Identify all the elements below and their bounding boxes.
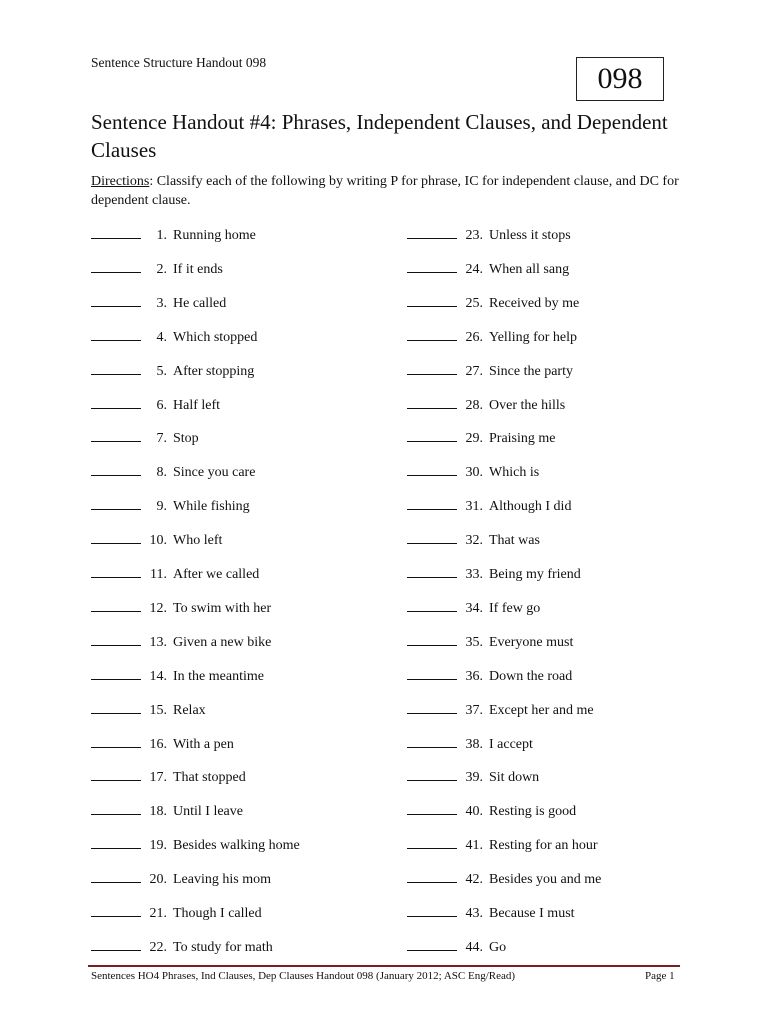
answer-blank[interactable] [91, 836, 141, 849]
question-number: 37. [465, 703, 483, 718]
question-item [407, 396, 565, 415]
question-number: 6. [156, 398, 167, 413]
answer-blank[interactable] [91, 531, 141, 544]
answer-blank[interactable] [91, 226, 141, 239]
question-number: 8. [156, 465, 167, 480]
directions-label: Directions [91, 174, 150, 189]
question-text: Leaving his mom [173, 872, 271, 887]
question-number: 16. [149, 737, 167, 752]
answer-blank[interactable] [407, 701, 457, 714]
question-number: 1. [156, 228, 167, 243]
answer-blank[interactable] [91, 802, 141, 815]
question-number: 43. [465, 906, 483, 921]
answer-blank[interactable] [407, 429, 457, 442]
question-item [91, 396, 220, 415]
question-number: 15. [149, 703, 167, 718]
question-item [91, 870, 271, 889]
question-item [407, 599, 540, 618]
question-item [407, 260, 569, 279]
answer-blank[interactable] [407, 362, 457, 375]
question-item [407, 633, 573, 652]
question-number: 44. [465, 940, 483, 955]
answer-blank[interactable] [91, 396, 141, 409]
question-item [407, 362, 573, 381]
answer-blank[interactable] [91, 870, 141, 883]
answer-blank[interactable] [91, 667, 141, 680]
question-item [407, 701, 594, 720]
question-text: That stopped [173, 770, 246, 785]
question-text: If it ends [173, 262, 223, 277]
answer-blank[interactable] [91, 294, 141, 307]
question-text: Until I leave [173, 804, 243, 819]
question-text: Given a new bike [173, 635, 272, 650]
question-item [407, 429, 556, 448]
answer-blank[interactable] [407, 531, 457, 544]
question-text: To swim with her [173, 601, 272, 616]
question-number: 40. [465, 804, 483, 819]
question-text: Sit down [489, 770, 540, 785]
answer-blank[interactable] [407, 633, 457, 646]
question-text: Which stopped [173, 330, 258, 345]
question-item [91, 735, 234, 754]
question-item [91, 429, 199, 448]
question-number: 29. [465, 431, 483, 446]
question-number: 26. [465, 330, 483, 345]
answer-blank[interactable] [407, 599, 457, 612]
question-text: Although I did [489, 499, 572, 514]
question-text: Half left [173, 398, 221, 413]
question-number: 32. [465, 533, 483, 548]
question-number: 42. [465, 872, 483, 887]
question-item [91, 633, 271, 652]
question-number: 28. [465, 398, 483, 413]
question-text: Since you care [173, 465, 256, 480]
question-number: 22. [149, 940, 167, 955]
answer-blank[interactable] [407, 396, 457, 409]
question-number: 25. [465, 296, 483, 311]
question-number: 36. [465, 669, 483, 684]
answer-blank[interactable] [407, 904, 457, 917]
question-text: After stopping [173, 364, 255, 379]
answer-blank[interactable] [91, 260, 141, 273]
question-item [407, 836, 597, 855]
question-number: 31. [465, 499, 483, 514]
answer-blank[interactable] [91, 362, 141, 375]
question-item [91, 294, 226, 313]
answer-blank[interactable] [407, 802, 457, 815]
question-text: Since the party [489, 364, 573, 379]
question-text: Though I called [173, 906, 262, 921]
answer-blank[interactable] [91, 768, 141, 781]
question-item [407, 802, 576, 821]
answer-blank[interactable] [91, 735, 141, 748]
question-item [91, 904, 262, 923]
question-item [91, 836, 300, 855]
answer-blank[interactable] [91, 599, 141, 612]
answer-blank[interactable] [407, 260, 457, 273]
question-number: 4. [156, 330, 167, 345]
answer-blank[interactable] [407, 328, 457, 341]
question-number: 27. [465, 364, 483, 379]
directions [91, 172, 701, 210]
answer-blank[interactable] [91, 633, 141, 646]
question-number: 9. [156, 499, 167, 514]
question-number: 19. [149, 838, 167, 853]
question-number: 34. [465, 601, 483, 616]
question-item [91, 802, 243, 821]
question-item [407, 904, 575, 923]
question-number: 35. [465, 635, 483, 650]
question-item [407, 565, 581, 584]
question-text: After we called [173, 567, 260, 582]
question-text: Because I must [489, 906, 575, 921]
question-text: With a pen [173, 737, 234, 752]
question-text: Go [489, 940, 507, 955]
question-item [407, 463, 539, 482]
question-number: 17. [149, 770, 167, 785]
question-text: Resting is good [489, 804, 577, 819]
answer-blank[interactable] [407, 667, 457, 680]
question-text: Except her and me [489, 703, 594, 718]
question-number: 21. [149, 906, 167, 921]
question-item [91, 260, 223, 279]
directions-text: : Classify each of the following by writing P for phrase, IC for independent clause, and DC for dependent clause. [91, 174, 679, 208]
question-item [407, 870, 601, 889]
question-item [91, 938, 273, 957]
question-text: Besides you and me [489, 872, 602, 887]
question-text: Stop [173, 431, 199, 446]
question-text: Which is [489, 465, 540, 480]
question-item [407, 328, 577, 347]
question-number: 5. [156, 364, 167, 379]
question-item [407, 497, 571, 516]
question-text: Down the road [489, 669, 573, 684]
question-item [91, 599, 271, 618]
question-text: That was [489, 533, 540, 548]
question-text: I accept [489, 737, 533, 752]
question-text: Over the hills [489, 398, 566, 413]
question-text: Running home [173, 228, 256, 243]
question-text: Yelling for help [489, 330, 578, 345]
question-text: When all sang [489, 262, 570, 277]
question-number: 41. [465, 838, 483, 853]
answer-blank[interactable] [407, 565, 457, 578]
question-number: 33. [465, 567, 483, 582]
question-item [91, 701, 206, 720]
question-item [91, 667, 264, 686]
question-text: Who left [173, 533, 223, 548]
question-text: In the meantime [173, 669, 264, 684]
question-text: Resting for an hour [489, 838, 598, 853]
answer-blank[interactable] [407, 294, 457, 307]
question-number: 14. [149, 669, 167, 684]
question-number: 38. [465, 737, 483, 752]
question-number: 30. [465, 465, 483, 480]
question-number: 12. [149, 601, 167, 616]
question-text: Relax [173, 703, 206, 718]
question-text: Besides walking home [173, 838, 300, 853]
question-item [407, 938, 506, 957]
answer-blank[interactable] [407, 735, 457, 748]
footer-left-text: Sentences HO4 Phrases, Ind Clauses, Dep Clauses Handout 098 (January 2012; ASC Eng/Read) [91, 970, 516, 982]
question-text: To study for math [173, 940, 273, 955]
question-item [407, 667, 572, 686]
answer-blank[interactable] [407, 226, 457, 239]
question-number: 2. [156, 262, 167, 277]
answer-blank[interactable] [407, 870, 457, 883]
answer-blank[interactable] [91, 938, 141, 951]
question-item [91, 226, 256, 245]
question-item [407, 226, 571, 245]
question-item [91, 362, 254, 381]
question-item [407, 735, 533, 754]
question-number: 18. [149, 804, 167, 819]
footer-rule [88, 965, 680, 967]
question-item [407, 768, 539, 787]
question-item [91, 497, 250, 516]
question-item [91, 531, 222, 550]
question-item [91, 463, 255, 482]
question-text: Unless it stops [489, 228, 571, 243]
answer-blank[interactable] [91, 463, 141, 476]
question-number: 39. [465, 770, 483, 785]
question-item [407, 531, 540, 550]
answer-blank[interactable] [407, 938, 457, 951]
question-text: If few go [489, 601, 541, 616]
answer-blank[interactable] [91, 701, 141, 714]
page-title: Sentence Handout #4: Phrases, Independent Clauses, and Dependent Clauses [91, 110, 668, 162]
answer-blank[interactable] [407, 768, 457, 781]
question-item [91, 768, 246, 787]
question-number: 10. [149, 533, 167, 548]
header-label: Sentence Structure Handout 098 [91, 55, 267, 70]
answer-blank[interactable] [91, 328, 141, 341]
answer-blank[interactable] [91, 565, 141, 578]
question-item [91, 565, 259, 584]
question-text: Being my friend [489, 567, 581, 582]
question-text: Praising me [489, 431, 556, 446]
question-text: Received by me [489, 296, 580, 311]
answer-blank[interactable] [91, 497, 141, 510]
answer-blank[interactable] [91, 904, 141, 917]
question-text: He called [173, 296, 227, 311]
footer-page-number: Page 1 [645, 970, 675, 982]
handout-code-box: 098 [576, 57, 664, 101]
question-item [91, 328, 257, 347]
question-number: 3. [156, 296, 167, 311]
question-text: Everyone must [489, 635, 574, 650]
answer-blank[interactable] [407, 463, 457, 476]
question-item [407, 294, 579, 313]
answer-blank[interactable] [91, 429, 141, 442]
question-number: 7. [156, 431, 167, 446]
answer-blank[interactable] [407, 836, 457, 849]
question-number: 23. [465, 228, 483, 243]
question-number: 11. [150, 567, 167, 582]
question-text: While fishing [173, 499, 250, 514]
question-number: 20. [149, 872, 167, 887]
question-number: 24. [465, 262, 483, 277]
question-number: 13. [149, 635, 167, 650]
answer-blank[interactable] [407, 497, 457, 510]
